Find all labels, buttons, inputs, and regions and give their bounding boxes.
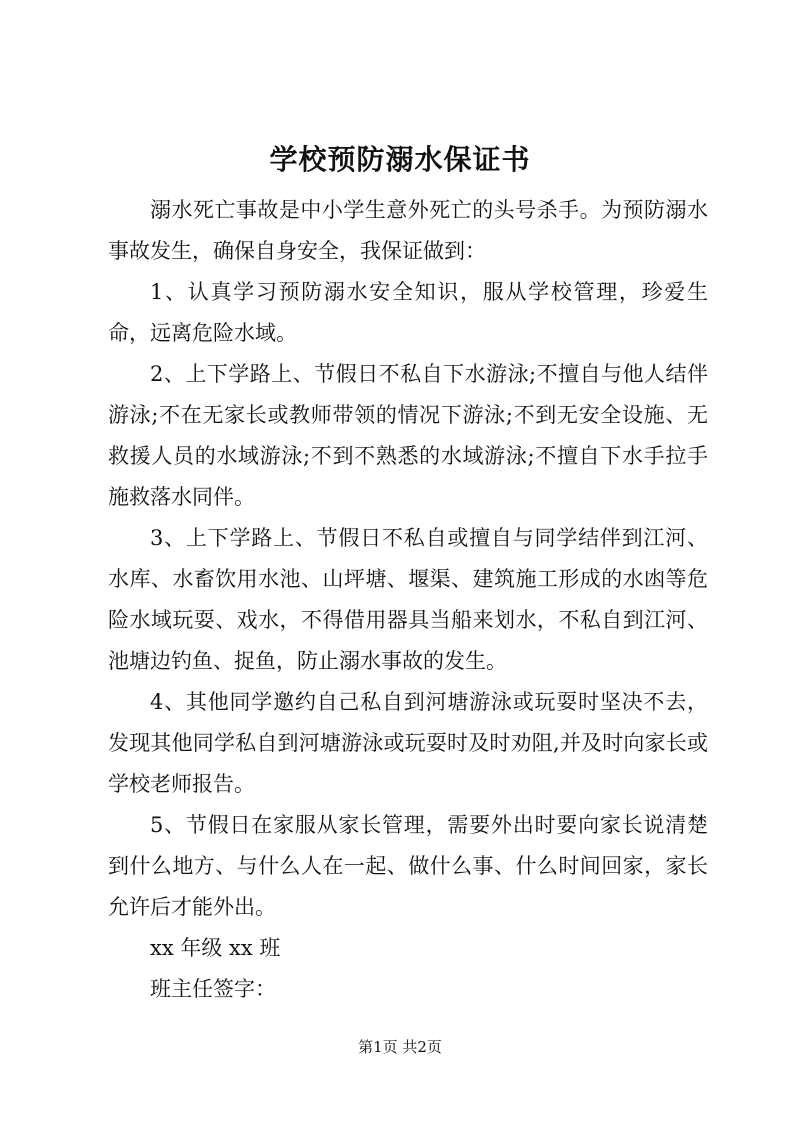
pledge-item-1: 1、认真学习预防溺水安全知识，服从学校管理，珍爱生命，远离危险水域。 bbox=[108, 280, 708, 345]
pledge-item-4: 4、其他同学邀约自己私自到河塘游泳或玩耍时坚决不去，发现其他同学私自到河塘游泳或玩耍时及时劝阻,并及时向家长或学校老师报告。 bbox=[108, 690, 708, 796]
intro-paragraph: 溺水死亡事故是中小学生意外死亡的头号杀手。为预防溺水事故发生，确保自身安全，我保证做到： bbox=[108, 198, 708, 263]
page-number: 第1页 共2页 bbox=[358, 1038, 442, 1056]
document-title: 学校预防溺水保证书 bbox=[269, 143, 531, 176]
signature-line: 班主任签字： bbox=[150, 977, 276, 1001]
document-body bbox=[108, 190, 708, 1010]
pledge-item-3: 3、上下学路上、节假日不私自或擅自与同学结伴到江河、水库、水畜饮用水池、山坪塘、堰渠、建筑施工形成的水凼等危险水域玩耍、戏水，不得借用器具当船来划水，不私自到江河、池塘边钓鱼、捉鱼，防止溺水事故的发生。 bbox=[108, 526, 708, 673]
pledge-item-2: 2、上下学路上、节假日不私自下水游泳;不擅自与他人结伴游泳;不在无家长或教师带领的情况下游泳;不到无安全设施、无救援人员的水域游泳;不到不熟悉的水域游泳;不擅自下水手拉手施救落水同伴。 bbox=[108, 362, 708, 509]
class-line: xx 年级 xx 班 bbox=[150, 936, 281, 960]
pledge-item-5: 5、节假日在家服从家长管理，需要外出时要向家长说清楚到什么地方、与什么人在一起、做什么事、什么时间回家，家长允许后才能外出。 bbox=[108, 813, 708, 919]
